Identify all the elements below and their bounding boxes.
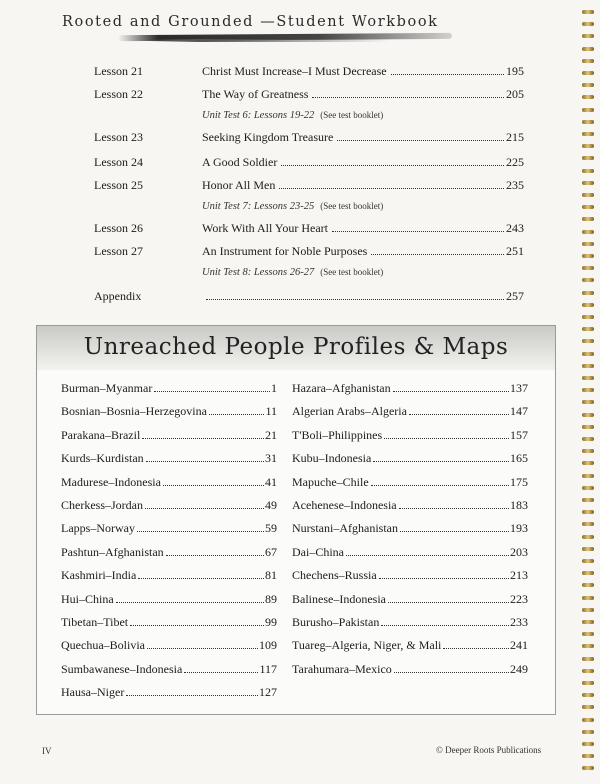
toc-lesson-label: Lesson 27 bbox=[94, 244, 143, 258]
binding-ring bbox=[582, 669, 594, 673]
dot-leader bbox=[145, 507, 264, 509]
dot-leader bbox=[281, 164, 504, 166]
dot-leader bbox=[400, 530, 509, 532]
profile-name: Chechens–Russia bbox=[292, 568, 377, 583]
binding-ring bbox=[582, 571, 594, 575]
toc-title: An Instrument for Noble Purposes bbox=[202, 244, 368, 258]
binding-ring bbox=[582, 71, 594, 75]
dot-leader bbox=[399, 507, 509, 509]
dot-leader bbox=[166, 554, 264, 556]
toc-lesson-label: Lesson 25 bbox=[94, 178, 143, 192]
profile-entry bbox=[292, 475, 528, 498]
profile-name: Pashtun–Afghanistan bbox=[61, 544, 164, 559]
dot-leader bbox=[346, 554, 509, 556]
profile-page-number: 99 bbox=[265, 614, 277, 629]
profile-page-number: 137 bbox=[510, 381, 528, 395]
profile-entry bbox=[292, 428, 528, 451]
toc-page-number: 215 bbox=[506, 130, 524, 144]
profile-entry bbox=[292, 568, 528, 591]
toc-entry-line bbox=[202, 155, 524, 170]
profile-name: Parakana–Brazil bbox=[61, 427, 141, 442]
profile-entry bbox=[61, 568, 277, 591]
profile-name: Mapuche–Chile bbox=[292, 474, 369, 489]
profile-page-number: 127 bbox=[259, 685, 277, 700]
profile-name: Quechua–Bolivia bbox=[61, 638, 145, 653]
toc-title: Honor All Men bbox=[202, 178, 276, 192]
profile-entry bbox=[61, 428, 277, 451]
binding-ring bbox=[582, 644, 594, 648]
profile-page-number: 67 bbox=[265, 544, 277, 559]
toc-page-number: 205 bbox=[506, 87, 524, 101]
binding-ring bbox=[582, 10, 594, 14]
toc-page-number: 195 bbox=[506, 64, 524, 78]
binding-ring bbox=[582, 425, 594, 429]
binding-ring bbox=[582, 108, 594, 112]
binding-ring bbox=[582, 657, 594, 661]
dot-leader bbox=[137, 530, 264, 532]
profile-name: Hazara–Afghanistan bbox=[292, 381, 391, 395]
dot-leader bbox=[126, 694, 258, 696]
dot-leader bbox=[279, 187, 504, 189]
binding-ring bbox=[582, 681, 594, 685]
dot-leader bbox=[146, 460, 264, 462]
binding-ring bbox=[582, 352, 594, 356]
workbook-header: Rooted and Grounded —Student Workbook bbox=[62, 14, 439, 30]
toc-entry bbox=[94, 130, 534, 150]
toc-entry bbox=[94, 87, 534, 107]
dot-leader bbox=[147, 647, 258, 649]
profile-entry bbox=[292, 545, 528, 568]
dot-leader bbox=[312, 96, 504, 98]
publisher-credit: © Deeper Roots Publications bbox=[436, 745, 542, 755]
toc-lesson-label: Lesson 21 bbox=[94, 64, 143, 78]
profile-page-number: 109 bbox=[259, 638, 277, 653]
toc-page-number: 225 bbox=[506, 155, 524, 169]
unit-test-label: Unit Test 8: Lessons 26-27 bbox=[202, 267, 315, 278]
dot-leader bbox=[373, 460, 509, 462]
profile-name: Burusho–Pakistan bbox=[292, 614, 380, 629]
profile-name: Hui–China bbox=[61, 591, 114, 606]
profile-page-number: 11 bbox=[265, 404, 277, 419]
binding-ring bbox=[582, 291, 594, 295]
profile-name: Balinese–Indonesia bbox=[292, 591, 386, 606]
profiles-box bbox=[36, 325, 556, 715]
page-number: IV bbox=[42, 746, 52, 756]
profile-page-number: 175 bbox=[510, 474, 528, 489]
binding-ring bbox=[582, 498, 594, 502]
profile-page-number: 233 bbox=[510, 614, 528, 629]
profile-entry bbox=[61, 545, 277, 568]
binding-ring bbox=[582, 376, 594, 380]
profile-entry bbox=[292, 381, 528, 404]
binding-ring bbox=[582, 742, 594, 746]
binding-ring bbox=[582, 693, 594, 697]
dot-leader bbox=[379, 577, 509, 579]
profile-entry bbox=[292, 498, 528, 521]
toc-title: Christ Must Increase–I Must Decrease bbox=[202, 64, 387, 78]
profile-page-number: 117 bbox=[259, 661, 277, 676]
profile-name: Hausa–Niger bbox=[61, 685, 125, 700]
binding-ring bbox=[582, 156, 594, 160]
binding-ring bbox=[582, 754, 594, 758]
profile-entry bbox=[61, 662, 277, 685]
profile-page-number: 157 bbox=[510, 427, 528, 442]
profile-name: Tarahumara–Mexico bbox=[292, 661, 392, 676]
toc-entry bbox=[94, 64, 534, 84]
dot-leader bbox=[163, 484, 264, 486]
profiles-left-column bbox=[61, 381, 277, 708]
profile-name: Kurds–Kurdistan bbox=[61, 451, 144, 466]
profile-page-number: 203 bbox=[510, 544, 528, 559]
toc-entry-line bbox=[202, 87, 524, 102]
profile-page-number: 213 bbox=[510, 568, 528, 583]
dot-leader bbox=[394, 671, 509, 673]
profile-entry bbox=[292, 638, 528, 661]
profile-entry bbox=[61, 475, 277, 498]
dot-leader bbox=[209, 413, 264, 415]
profile-page-number: 241 bbox=[510, 638, 528, 653]
profile-name: Bosnian–Bosnia–Herzegovina bbox=[61, 404, 207, 419]
profile-name: Burman–Myanmar bbox=[61, 381, 153, 395]
binding-ring bbox=[582, 59, 594, 63]
dot-leader bbox=[409, 413, 509, 415]
unit-test-note bbox=[202, 201, 383, 212]
profile-entry bbox=[61, 615, 277, 638]
profile-name: Cherkess–Jordan bbox=[61, 497, 143, 512]
binding-ring bbox=[582, 559, 594, 563]
profile-entry bbox=[61, 521, 277, 544]
dot-leader bbox=[388, 601, 509, 603]
toc-entry bbox=[94, 289, 534, 309]
profile-page-number: 49 bbox=[265, 497, 277, 512]
profile-name: Algerian Arabs–Algeria bbox=[292, 404, 407, 419]
toc-title: Seeking Kingdom Treasure bbox=[202, 130, 334, 144]
binding-ring bbox=[582, 83, 594, 87]
binding-ring bbox=[582, 705, 594, 709]
binding-ring bbox=[582, 327, 594, 331]
profile-name: Kashmiri–India bbox=[61, 568, 137, 583]
profile-name: Tibetan–Tibet bbox=[61, 614, 129, 629]
binding-ring bbox=[582, 303, 594, 307]
binding-ring bbox=[582, 95, 594, 99]
toc-page-number: 235 bbox=[506, 178, 524, 192]
toc-page-number: 251 bbox=[506, 244, 524, 258]
binding-ring bbox=[582, 193, 594, 197]
toc-lesson-label: Lesson 24 bbox=[94, 155, 143, 169]
binding-ring bbox=[582, 522, 594, 526]
profile-entry bbox=[292, 615, 528, 638]
binding-ring bbox=[582, 474, 594, 478]
profile-page-number: 81 bbox=[265, 568, 277, 583]
binding-ring bbox=[582, 730, 594, 734]
toc-entry bbox=[94, 244, 534, 264]
binding-ring bbox=[582, 766, 594, 770]
toc-title: The Way of Greatness bbox=[202, 87, 309, 101]
toc-entry-line bbox=[202, 64, 524, 79]
profile-name: Madurese–Indonesia bbox=[61, 474, 161, 489]
unit-test-label: Unit Test 6: Lessons 19-22 bbox=[202, 110, 315, 121]
dot-leader bbox=[337, 139, 504, 141]
binding-ring bbox=[582, 278, 594, 282]
binding-ring bbox=[582, 47, 594, 51]
binding-ring bbox=[582, 632, 594, 636]
profile-page-number: 249 bbox=[510, 661, 528, 676]
toc-page-number: 257 bbox=[506, 289, 524, 303]
binding-ring bbox=[582, 364, 594, 368]
dot-leader bbox=[206, 298, 504, 300]
toc-title: A Good Soldier bbox=[202, 155, 278, 169]
dot-leader bbox=[154, 390, 270, 392]
profile-page-number: 193 bbox=[510, 521, 528, 536]
binding-ring bbox=[582, 510, 594, 514]
binding-ring bbox=[582, 120, 594, 124]
profile-entry bbox=[61, 404, 277, 427]
binding-ring bbox=[582, 22, 594, 26]
dot-leader bbox=[142, 437, 264, 439]
binding-ring bbox=[582, 266, 594, 270]
profile-page-number: 1 bbox=[271, 381, 277, 395]
binding-ring bbox=[582, 596, 594, 600]
binding-ring bbox=[582, 388, 594, 392]
profile-page-number: 183 bbox=[510, 497, 528, 512]
profile-page-number: 21 bbox=[265, 427, 277, 442]
dot-leader bbox=[371, 253, 504, 255]
profile-entry bbox=[61, 685, 277, 708]
binding-ring bbox=[582, 535, 594, 539]
profiles-right-column bbox=[292, 381, 528, 685]
binding-ring bbox=[582, 242, 594, 246]
toc-title: Work With All Your Heart bbox=[202, 221, 328, 235]
toc-entry-line bbox=[202, 289, 524, 304]
binding-ring bbox=[582, 449, 594, 453]
profile-entry bbox=[292, 521, 528, 544]
unit-test-booklet-note: (See test booklet) bbox=[320, 201, 384, 211]
profile-entry bbox=[292, 451, 528, 474]
binding-ring bbox=[582, 144, 594, 148]
profile-page-number: 89 bbox=[265, 591, 277, 606]
binding-ring bbox=[582, 205, 594, 209]
binding-ring bbox=[582, 181, 594, 185]
binding-ring bbox=[582, 230, 594, 234]
profile-entry bbox=[61, 638, 277, 661]
profile-page-number: 41 bbox=[265, 474, 277, 489]
toc-entry-line bbox=[202, 130, 524, 145]
binding-ring bbox=[582, 339, 594, 343]
binding-ring bbox=[582, 132, 594, 136]
dot-leader bbox=[138, 577, 264, 579]
binding-ring bbox=[582, 400, 594, 404]
unit-test-booklet-note: (See test booklet) bbox=[320, 267, 384, 277]
profiles-title: Unreached People Profiles & Maps bbox=[83, 334, 509, 360]
dot-leader bbox=[371, 484, 509, 486]
binding-ring bbox=[582, 217, 594, 221]
profile-page-number: 59 bbox=[265, 521, 277, 536]
binding-ring bbox=[582, 413, 594, 417]
profile-name: Sumbawanese–Indonesia bbox=[61, 661, 183, 676]
profile-page-number: 147 bbox=[510, 404, 528, 419]
profile-page-number: 223 bbox=[510, 591, 528, 606]
toc-lesson-label: Lesson 23 bbox=[94, 130, 143, 144]
binding-ring bbox=[582, 486, 594, 490]
dot-leader bbox=[116, 601, 264, 603]
toc-entry bbox=[94, 221, 534, 241]
profile-entry bbox=[61, 451, 277, 474]
binding-ring bbox=[582, 461, 594, 465]
toc-lesson-label: Lesson 26 bbox=[94, 221, 143, 235]
spiral-binding bbox=[582, 10, 594, 780]
binding-ring bbox=[582, 620, 594, 624]
dot-leader bbox=[130, 624, 264, 626]
unit-test-note bbox=[202, 110, 383, 121]
profile-name: Lapps–Norway bbox=[61, 521, 135, 536]
toc-entry bbox=[94, 178, 534, 198]
dot-leader bbox=[184, 671, 258, 673]
binding-ring bbox=[582, 608, 594, 612]
profile-entry bbox=[61, 381, 277, 404]
toc-lesson-label: Lesson 22 bbox=[94, 87, 143, 101]
binding-ring bbox=[582, 718, 594, 722]
profile-entry bbox=[292, 404, 528, 427]
binding-ring bbox=[582, 547, 594, 551]
profile-entry bbox=[61, 592, 277, 615]
toc-entry-line bbox=[202, 221, 524, 236]
dot-leader bbox=[443, 647, 509, 649]
profile-name: Acehenese–Indonesia bbox=[292, 497, 397, 512]
toc-entry-line bbox=[202, 178, 524, 193]
binding-ring bbox=[582, 315, 594, 319]
dot-leader bbox=[384, 437, 509, 439]
toc-entry bbox=[94, 155, 534, 175]
dot-leader bbox=[332, 230, 504, 232]
profile-entry bbox=[292, 592, 528, 615]
profile-entry bbox=[292, 662, 528, 685]
brush-stroke-decoration bbox=[150, 39, 390, 42]
binding-ring bbox=[582, 583, 594, 587]
profile-name: Dai–China bbox=[292, 544, 344, 559]
binding-ring bbox=[582, 254, 594, 258]
profile-name: T'Boli–Philippines bbox=[292, 427, 383, 442]
binding-ring bbox=[582, 34, 594, 38]
binding-ring bbox=[582, 437, 594, 441]
toc-page-number: 243 bbox=[506, 221, 524, 235]
toc-entry-line bbox=[202, 244, 524, 259]
unit-test-note bbox=[202, 267, 383, 278]
dot-leader bbox=[393, 390, 509, 392]
dot-leader bbox=[381, 624, 509, 626]
binding-ring bbox=[582, 169, 594, 173]
unit-test-label: Unit Test 7: Lessons 23-25 bbox=[202, 201, 315, 212]
unit-test-booklet-note: (See test booklet) bbox=[320, 110, 384, 120]
profile-entry bbox=[61, 498, 277, 521]
profile-page-number: 31 bbox=[265, 451, 277, 466]
profile-name: Kubu–Indonesia bbox=[292, 451, 372, 466]
toc-lesson-label: Appendix bbox=[94, 289, 142, 303]
profile-name: Tuareg–Algeria, Niger, & Mali bbox=[292, 638, 442, 653]
profile-name: Nurstani–Afghanistan bbox=[292, 521, 398, 536]
dot-leader bbox=[391, 73, 504, 75]
profile-page-number: 165 bbox=[510, 451, 528, 466]
